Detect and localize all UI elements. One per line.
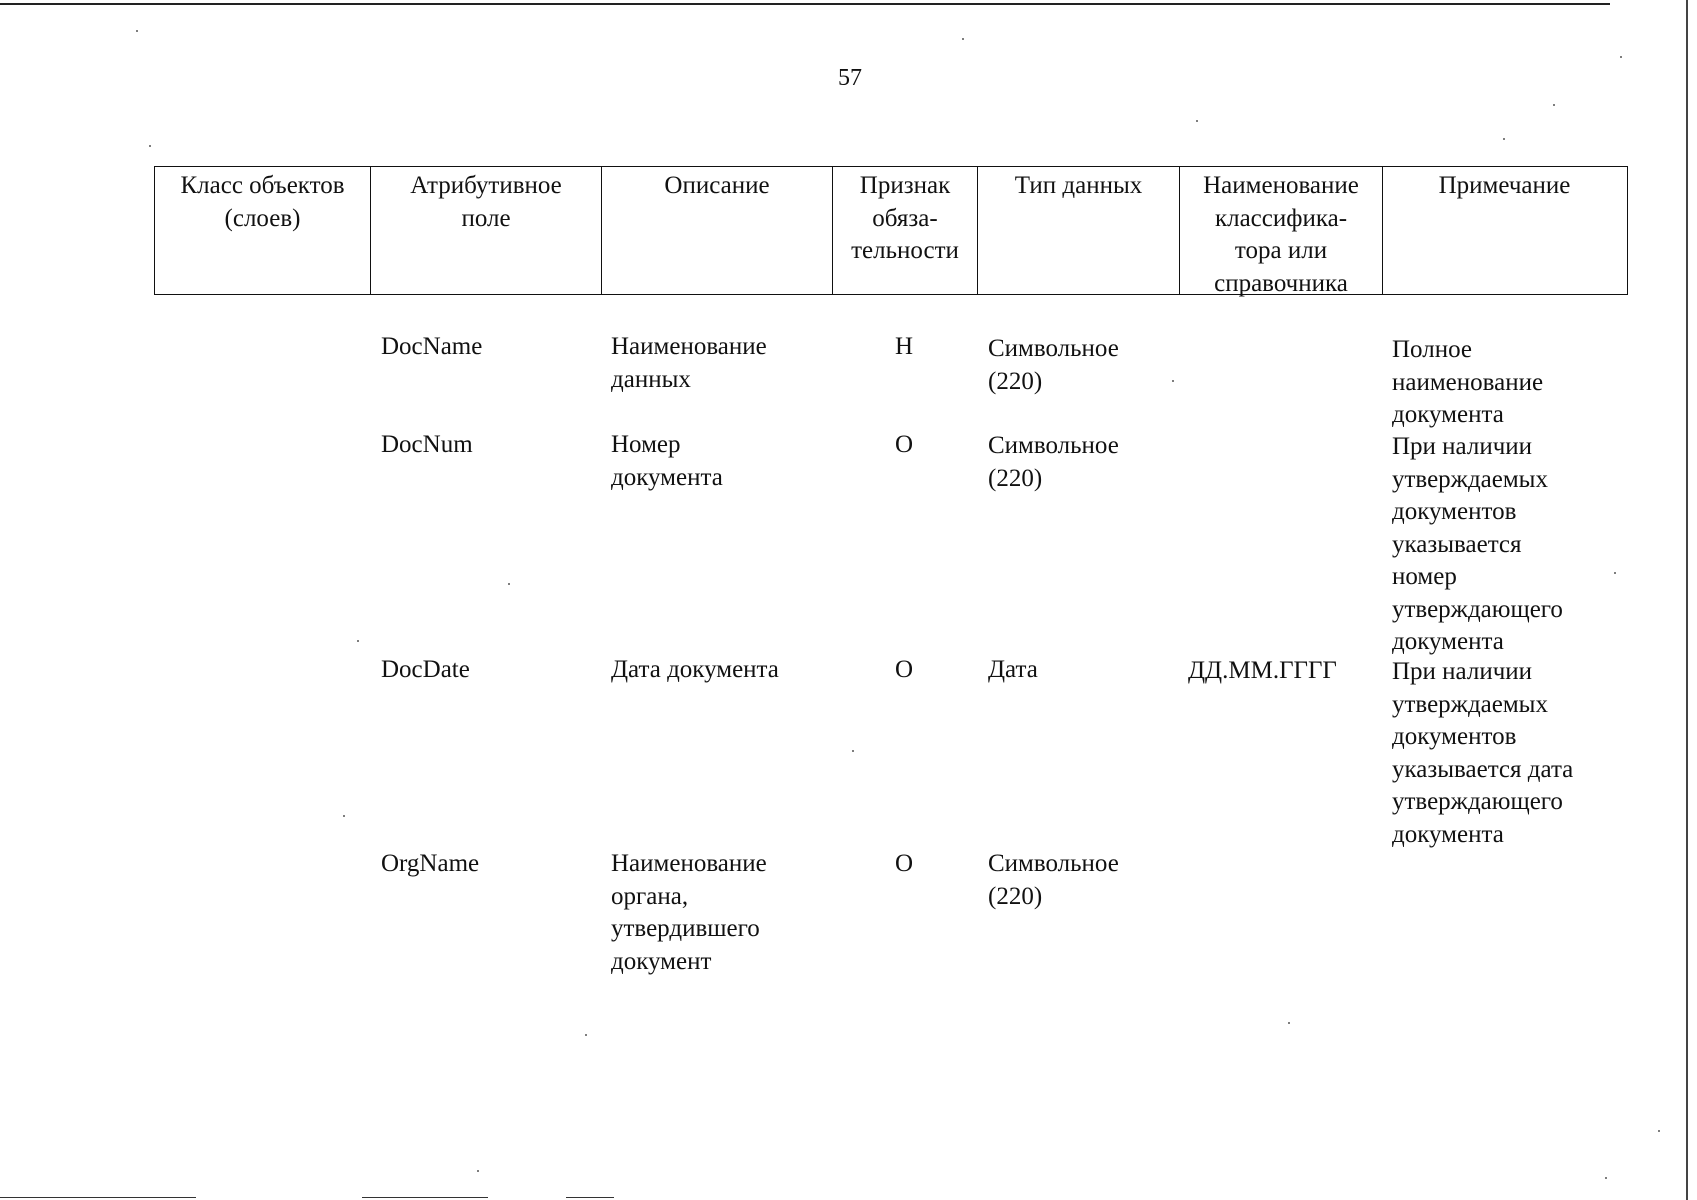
cell-note: При наличии утверждаемых документов указывается дата утверждающего документа: [1392, 658, 1574, 848]
cell-description: Дата документа: [611, 656, 779, 683]
scan-speck: [1620, 56, 1622, 58]
scan-speck: [149, 145, 151, 147]
cell-note: При наличии утверждаемых документов указывается номер утверждающего документа: [1392, 433, 1563, 655]
scan-bottom-mark: [362, 1197, 488, 1198]
cell-mandatory: О: [894, 431, 914, 458]
scan-speck: [136, 30, 138, 32]
cell-description: Номер документа: [611, 431, 723, 491]
header-classifier: Наименование классифика- тора или справочника: [1180, 167, 1383, 294]
scan-speck: [852, 750, 854, 752]
scan-speck: [508, 583, 510, 585]
cell-mandatory: О: [894, 850, 914, 877]
cell-field-name: DocNum: [381, 431, 473, 458]
scan-edge-right: [1686, 0, 1688, 1200]
scan-bottom-mark: [0, 1197, 196, 1198]
scan-edge-top: [0, 3, 1610, 5]
cell-mandatory: О: [894, 656, 914, 683]
scan-speck: [1196, 120, 1198, 122]
scan-speck: [477, 1170, 479, 1172]
scan-speck: [1172, 380, 1174, 382]
header-object-class: Класс объектов (слоев): [155, 167, 371, 294]
scan-speck: [357, 640, 359, 642]
cell-data-type: Символьное (220): [988, 432, 1119, 492]
cell-field-name: DocDate: [381, 656, 470, 683]
cell-description: Наименование органа, утвердившего документ: [611, 850, 767, 975]
cell-data-type: Символьное (220): [988, 850, 1119, 910]
scan-speck: [1658, 1130, 1660, 1132]
header-mandatory: Признак обяза- тельности: [833, 167, 978, 294]
scan-speck: [585, 1034, 587, 1036]
page-number: 57: [838, 65, 862, 91]
cell-data-type: Дата: [988, 656, 1038, 683]
header-description: Описание: [602, 167, 833, 294]
scan-speck: [1553, 104, 1555, 106]
scan-speck: [1614, 572, 1616, 574]
scan-speck: [343, 815, 345, 817]
scan-speck: [1503, 138, 1505, 140]
cell-description: Наименование данных: [611, 333, 767, 393]
cell-data-type: Символьное (220): [988, 335, 1119, 395]
header-attribute-field: Атрибутивное поле: [371, 167, 602, 294]
scan-speck: [962, 38, 964, 40]
cell-note: Полное наименование документа: [1392, 336, 1544, 428]
cell-field-name: OrgName: [381, 850, 480, 877]
table-header: [154, 166, 1628, 295]
scan-bottom-mark: [566, 1197, 614, 1198]
cell-field-name: DocName: [381, 333, 483, 360]
header-note: Примечание: [1438, 172, 1571, 199]
cell-mandatory: Н: [894, 333, 914, 360]
scan-speck: [1288, 1022, 1290, 1024]
cell-classifier: ДД.ММ.ГГГГ: [1188, 657, 1337, 684]
header-data-type: Тип данных: [978, 167, 1180, 294]
scan-speck: [1605, 1177, 1607, 1179]
